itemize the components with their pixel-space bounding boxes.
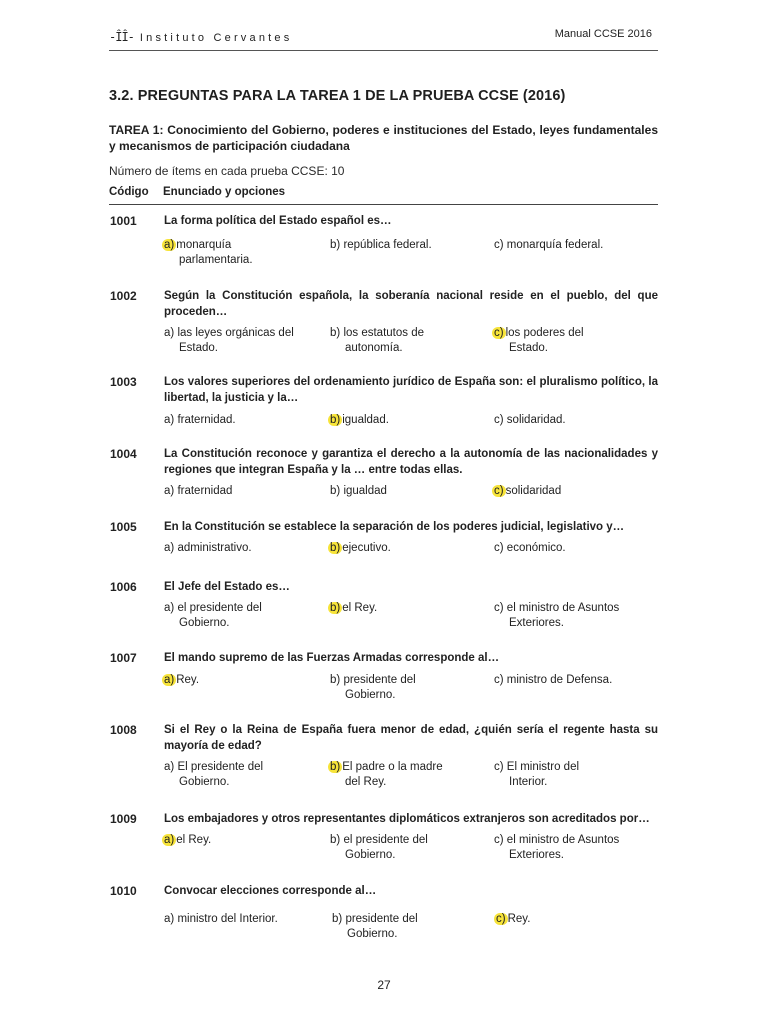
option-a: a) El presidente del Gobierno. [164,761,264,788]
option-b: b) presidente del Gobierno. [332,913,418,940]
option-b: b) república federal. [330,239,432,251]
option-c: c) los poderes del Estado. [494,327,584,354]
question-stem: La forma política del Estado español es… [164,215,392,227]
option-c: c) solidaridad. [494,414,566,426]
option-b: b) los estatutos de autonomía. [330,327,424,354]
option-c: c) el ministro de Asuntos Exteriores. [494,834,620,861]
question-code: 1008 [110,723,137,737]
page-number: 27 [377,978,391,992]
question-code: 1002 [110,289,137,303]
option-c: c) ministro de Defensa. [494,674,613,686]
question-stem: Según la Constitución española, la soberanía nacional reside en el pueblo, del que proceden… [164,290,658,318]
option-a: a) monarquía parlamentaria. [164,239,253,266]
option-a: a) fraternidad [164,485,233,497]
option-a: a) el Rey. [164,834,212,846]
option-b: b) presidente del Gobierno. [330,674,416,701]
answer-highlight: c) [496,913,506,925]
option-c: c) Rey. [496,913,531,925]
question-code: 1007 [110,651,137,665]
option-a: a) el presidente del Gobierno. [164,602,262,629]
option-b: b) ejecutivo. [330,542,391,554]
option-c: c) El ministro del Interior. [494,761,580,788]
option-a: a) ministro del Interior. [164,913,278,925]
section-title: 3.2. PREGUNTAS PARA LA TAREA 1 DE LA PRUEBA CCSE (2016) [109,88,566,104]
answer-highlight: b) [330,542,341,554]
option-a: a) las leyes orgánicas del Estado. [164,327,294,354]
logo-text: Instituto Cervantes [139,32,293,44]
question-stem: El mando supremo de las Fuerzas Armadas corresponde al… [164,652,500,664]
answer-highlight: b) [330,414,341,426]
option-c: c) solidaridad [494,485,562,497]
column-statement: Enunciado y opciones [163,186,286,198]
answer-highlight: a) [164,834,175,846]
question-code: 1001 [110,214,137,228]
question-stem: Los valores superiores del ordenamiento jurídico de España son: el pluralismo político, la libertad, la justicia y la… [164,376,658,404]
cervantes-mark-icon: -ÎÎ- [109,30,134,44]
answer-highlight: c) [494,327,504,339]
option-c: c) el ministro de Asuntos Exteriores. [494,602,620,629]
option-b: b) el presidente del Gobierno. [330,834,428,861]
column-code: Código [109,186,149,198]
page-header [109,28,658,51]
answer-highlight: b) [330,761,341,773]
option-a: a) fraternidad. [164,414,236,426]
option-a: a) Rey. [164,674,200,686]
question-code: 1004 [110,447,137,461]
question-code: 1009 [110,812,137,826]
option-b: b) el Rey. [330,602,378,614]
answer-highlight: a) [164,239,175,251]
question-code: 1010 [110,884,137,898]
manual-title: Manual CCSE 2016 [554,28,652,40]
option-c: c) económico. [494,542,566,554]
option-a: a) administrativo. [164,542,252,554]
question-stem: Convocar elecciones corresponde al… [164,885,377,897]
items-count: Número de ítems en cada prueba CCSE: 10 [109,164,345,178]
question-stem: El Jefe del Estado es… [164,581,290,593]
question-code: 1003 [110,375,137,389]
instituto-cervantes-logo [109,30,292,44]
option-b: b) El padre o la madre del Rey. [330,761,443,788]
question-stem: Si el Rey o la Reina de España fuera menor de edad, ¿quién sería el regente hasta su mayoría de edad? [164,724,658,752]
question-stem: La Constitución reconoce y garantiza el derecho a la autonomía de las nacionalidades y regiones que integran España y la … entre todas ellas. [164,448,658,476]
option-b: b) igualdad [330,485,387,497]
task-description: TAREA 1: Conocimiento del Gobierno, poderes e instituciones del Estado, leyes fundamentales y mecanismos de participación ciudadana [109,123,658,153]
column-header [109,184,658,205]
question-stem: En la Constitución se establece la separación de los poderes judicial, legislativo y… [164,521,625,533]
answer-highlight: b) [330,602,341,614]
question-code: 1006 [110,580,137,594]
option-c: c) monarquía federal. [494,239,604,251]
answer-highlight: c) [494,485,504,497]
question-code: 1005 [110,520,137,534]
option-b: b) igualdad. [330,414,389,426]
answer-highlight: a) [164,674,175,686]
question-stem: Los embajadores y otros representantes diplomáticos extranjeros son acreditados por… [164,813,650,825]
